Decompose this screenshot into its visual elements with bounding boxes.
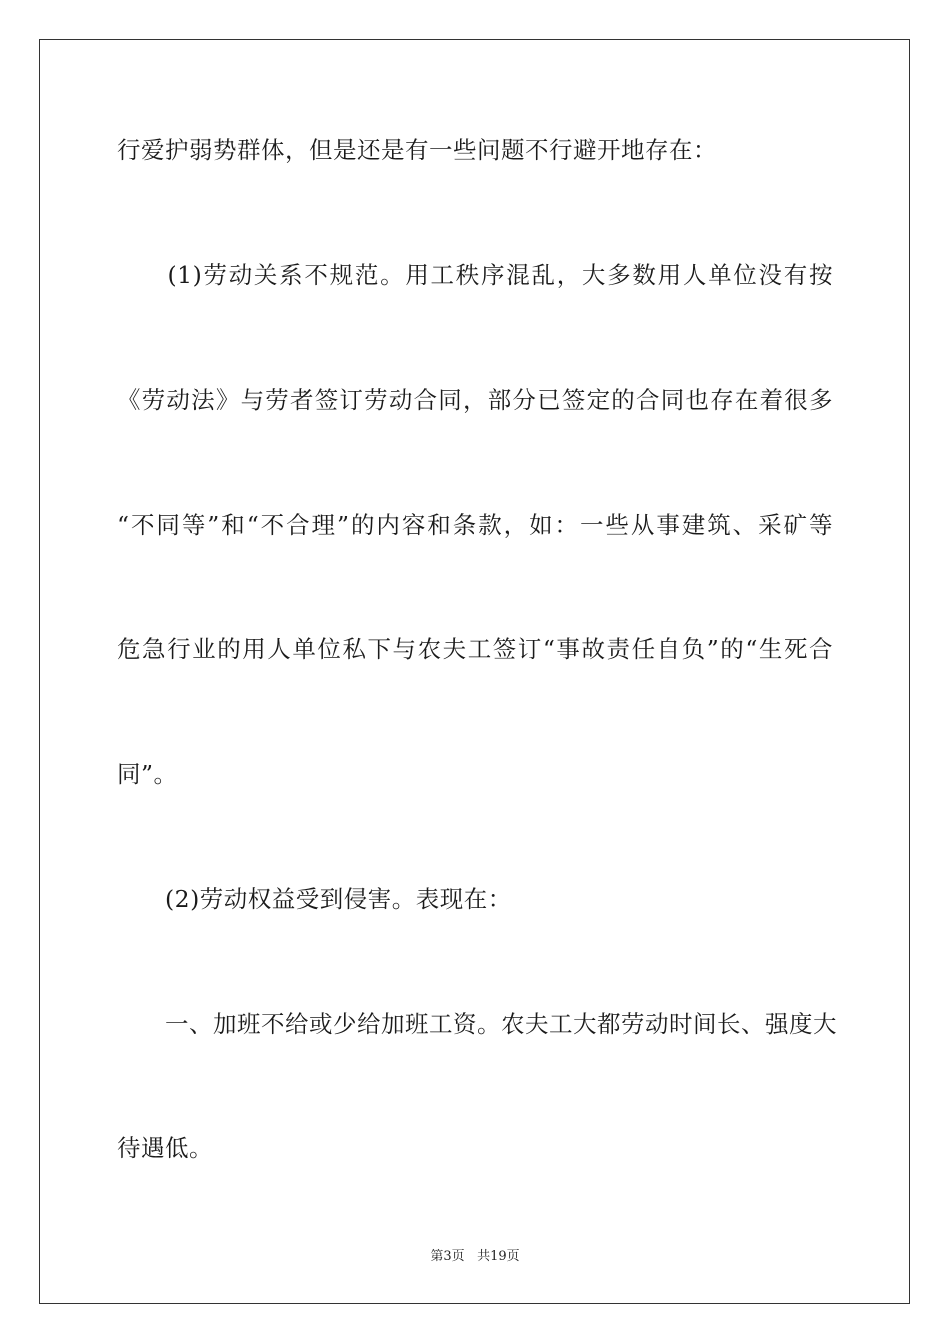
total-pages: 共19页	[477, 1249, 520, 1264]
body-line-1: 行爱护弱势群体，但是还是有一些问题不行避开地存在：	[117, 136, 717, 164]
page-footer	[0, 1247, 950, 1267]
body-line-4: “不同等”和“不合理”的内容和条款，如：一些从事建筑、采矿等	[117, 511, 833, 539]
body-line-3: 《劳动法》与劳者签订劳动合同，部分已签定的合同也存在着很多	[117, 386, 833, 414]
body-line-5: 危急行业的用人单位私下与农夫工签订“事故责任自负”的“生死合	[117, 635, 833, 663]
body-line-2: (1)劳动关系不规范。用工秩序混乱，大多数用人单位没有按	[117, 261, 833, 289]
body-line-7: (2)劳动权益受到侵害。表现在：	[117, 885, 512, 913]
body-line-9: 待遇低。	[117, 1134, 213, 1162]
body-line-6: 同”。	[117, 760, 178, 788]
body-line-8: 一、加班不给或少给加班工资。农夫工大都劳动时间长、强度大	[117, 1010, 837, 1038]
page-border	[39, 39, 910, 1304]
page-number: 第3页	[430, 1249, 465, 1264]
